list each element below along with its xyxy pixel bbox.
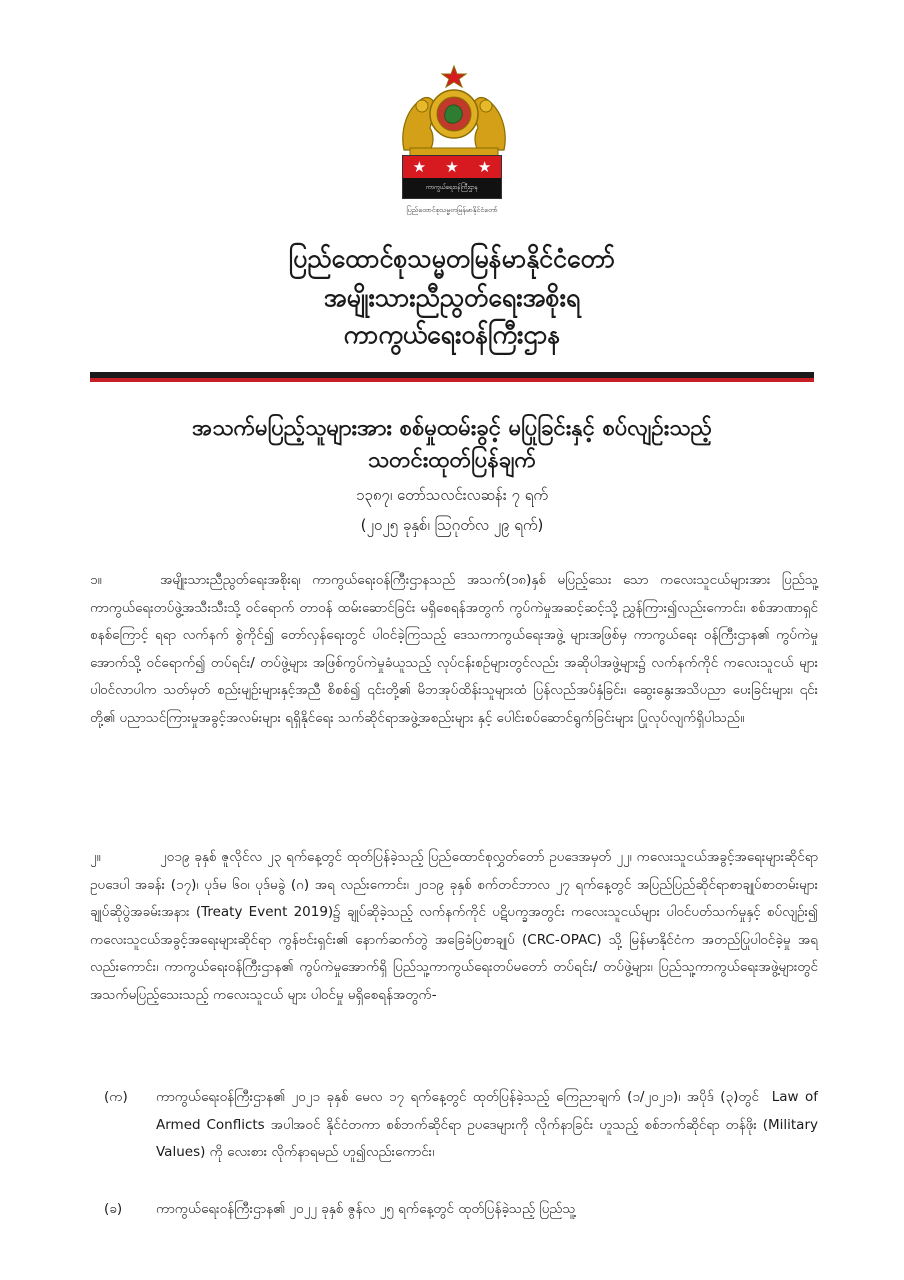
sub-item-number: (ခ) <box>104 1201 123 1217</box>
divider-red <box>90 378 814 382</box>
date-myanmar-calendar: ၁၃၈၇၊ တော်သလင်းလဆန်း ၇ ရက် <box>355 486 549 504</box>
paragraph-text: ၂၀၁၉ ခုနှစ် ဇူလိုင်လ ၂၃ ရက်နေ့တွင် ထုတ်ပြန်ခဲ့သည့် ပြည်ထောင်စုလွှတ်တော် ဥပဒေအမှတ် ၂၂၊ ကလေးသူငယ်အခွင့်အရေးများဆိုင်ရာဥပဒေပါ အခန်း (၁၇)၊ ပုဒ်မ ၆၀၊ ပုဒ်မခွဲ (ဂ) အရ လည်းကောင်း၊ ၂၀၁၉ ခုနှစ် စက်တင်ဘာလ ၂၇ ရက်နေ့တွင် အပြည်ပြည်ဆိုင်ရာစာချုပ်စာတမ်းများ ချုပ်ဆိုပွဲအခမ်းအနား (Treaty Event 2019)၌ ချုပ်ဆိုခဲ့သည့် လက်နက်ကိုင် ပဋိပက္ခအတွင်း ကလေးသူငယ်များ ပါဝင်ပတ်သက်မှုနှင့် စပ်လျဉ်း၍ ကလေးသူငယ်အခွင့်အရေးများဆိုင်ရာ ကွန်ဗင်းရှင်း၏ နောက်ဆက်တွဲ အခြေခံပြစာချုပ် (CRC-OPAC) သို့ မြန်မာနိုင်ငံက အတည်ပြုပါဝင်ခဲ့မှု အရလည်းကောင်း၊ ကာကွယ်ရေးဝန်ကြီးဌာန၏ ကွပ်ကဲမှုအောက်ရှိ ပြည်သူ့ကာကွယ်ရေးတပ်မတော် တပ်ရင်း/ တပ်ဖွဲ့များ၊ ပြည်သူ့ကာကွယ်ရေးအဖွဲ့များတွင် အသက်မပြည့်သေးသည့် ကလေးသူငယ် များ ပါဝင်မှု မရှိစေရန်အတွက်- <box>90 849 823 1003</box>
star-icon: ★ <box>445 158 459 176</box>
org-heading-line2: အမျိုးသားညီညွတ်ရေးအစိုးရ <box>323 283 581 312</box>
ministry-flag <box>402 155 502 199</box>
statement-title-line2: သတင်းထုတ်ပြန်ချက် <box>367 448 537 473</box>
sub-item-text: ကာကွယ်ရေးဝန်ကြီးဌာန၏ ၂၀၂၁ ခုနှစ် မေလ ၁၇ ရက်နေ့တွင် ထုတ်ပြန်ခဲ့သည့် ကြေညာချက် (၁/၂၀၂၁)၊ အပိုဒ် (၃)တွင် Law of Armed Conflicts အပါအဝင် နိုင်ငံတကာ စစ်ဘက်ဆိုင်ရာ ဥပဒေများကို လိုက်နာခြင်း ဟူသည့် စစ်ဘက်ဆိုင်ရာ တန်ဖိုး (Military Values) ကို လေးစား လိုက်နာရမည် ဟူ၍လည်းကောင်း၊ <box>156 1089 823 1161</box>
emblem-caption: ပြည်ထောင်စုသမ္မတမြန်မာနိုင်ငံတော် <box>406 206 498 214</box>
date-gregorian: (၂၀၂၅ ခုနှစ်၊ ဩဂုတ်လ ၂၉ ရက်) <box>360 516 544 534</box>
paragraph-text: အမျိုးသားညီညွတ်ရေးအစိုးရ၊ ကာကွယ်ရေးဝန်ကြီးဌာနသည် အသက်(၁၈)နှစ် မပြည့်သေး သော ကလေးသူငယ်များအား ပြည်သူ့ကာကွယ်ရေးတပ်ဖွဲ့အသီးသီးသို့ ဝင်ရောက် တာဝန် ထမ်းဆောင်ခြင်း မရှိစေရန်အတွက် ကွပ်ကဲမှုအဆင့်ဆင့်သို့ ညွှန်ကြား၍လည်းကောင်း၊ စစ်အာဏာရှင် စနစ်ကြောင့် ရရာ လက်နက် စွဲကိုင်၍ တော်လှန်ရေးတွင် ပါဝင်ခဲ့ကြသည့် ဒေသကာကွယ်ရေးအဖွဲ့ များအဖြစ်မှ ကာကွယ်ရေး ဝန်ကြီးဌာန၏ ကွပ်ကဲမှုအောက်သို့ ဝင်ရောက်၍ တပ်ရင်း/ တပ်ဖွဲ့များ အဖြစ်ကွပ်ကဲမှုခံယူသည့် လုပ်ငန်းစဉ်များတွင်လည်း အဆိုပါအဖွဲ့များ၌ လက်နက်ကိုင် ကလေးသူငယ် များ ပါဝင်လာပါက သတ်မှတ် စည်းမျဉ်းများနှင့်အညီ စိစစ်၍ ၎င်းတို့၏ မိဘအုပ်ထိန်းသူများထံ ပြန်လည်အပ်နှံခြင်း၊ ဆွေးနွေးအသိပညာ ပေးခြင်းများ၊ ၎င်းတို့၏ ပညာသင်ကြားမှုအခွင့်အလမ်းများ ရရှိနိုင်ရေး သက်ဆိုင်ရာအဖွဲ့အစည်းများ နှင့် ပေါင်းစပ်ဆောင်ရွက်ခြင်းများ ပြုလုပ်လျက်ရှိပါသည်။ <box>90 572 823 726</box>
sub-item-kha <box>104 1196 818 1224</box>
paragraph-2 <box>90 844 823 1010</box>
paragraph-number: ၁။ <box>90 572 102 588</box>
org-heading-line1: ပြည်ထောင်စုသမ္မတမြန်မာနိုင်ငံတော် <box>288 244 616 273</box>
state-emblem <box>396 62 512 158</box>
org-heading-line3: ကာကွယ်ရေးဝန်ကြီးဌာန <box>343 320 561 349</box>
star-icon: ★ <box>477 158 492 176</box>
emblem-icon <box>396 62 512 158</box>
sub-item-text: ကာကွယ်ရေးဝန်ကြီးဌာန၏ ၂၀၂၂ ခုနှစ် ဇွန်လ ၂၅ ရက်နေ့တွင် ထုတ်ပြန်ခဲ့သည့် ပြည်သူ့ <box>156 1201 576 1217</box>
star-icon: ★ <box>412 158 427 176</box>
sub-item-ka <box>104 1084 823 1167</box>
paragraph-1 <box>90 567 823 733</box>
paragraph-number: ၂။ <box>90 849 101 865</box>
flag-stars <box>403 156 501 178</box>
statement-title-line1: အသက်မပြည့်သူများအား စစ်မှုထမ်းခွင့် မပြုခြင်းနှင့် စပ်လျဉ်းသည့် <box>192 416 712 441</box>
flag-band-text: ကာကွယ်ရေးဝန်ကြီးဌာန <box>403 178 501 198</box>
sub-item-number: (က) <box>104 1089 128 1105</box>
